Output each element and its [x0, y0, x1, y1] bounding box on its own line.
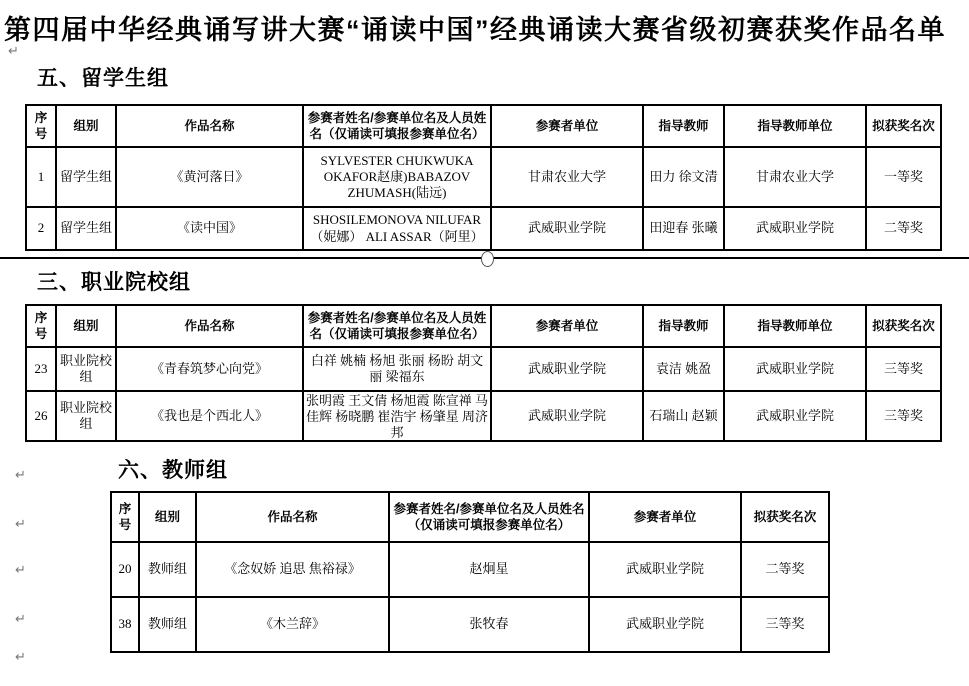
header-cell: 拟获奖名次 — [866, 105, 941, 147]
header-cell: 序号 — [111, 492, 139, 542]
table-resize-handle[interactable] — [481, 251, 494, 267]
header-cell: 拟获奖名次 — [866, 305, 941, 347]
header-cell: 作品名称 — [116, 105, 303, 147]
cell-group: 留学生组 — [56, 207, 116, 250]
paragraph-mark-icon: ↵ — [15, 517, 26, 532]
header-cell: 组别 — [56, 105, 116, 147]
cell-participants: 白祥 姚楠 杨旭 张丽 杨盼 胡文丽 梁福东 — [303, 347, 491, 391]
table-teachers — [110, 491, 830, 653]
cell-advisors: 石瑞山 赵颖 — [643, 391, 724, 441]
cell-award: 三等奖 — [741, 597, 829, 652]
header-cell: 参赛者姓名/参赛单位名及人员姓名（仅诵读可填报参赛单位名） — [389, 492, 589, 542]
cell-advisor-unit: 武威职业学院 — [724, 207, 866, 250]
header-cell: 参赛者单位 — [589, 492, 741, 542]
cell-advisors: 田迎春 张曦 — [643, 207, 724, 250]
cell-advisors: 袁洁 姚盈 — [643, 347, 724, 391]
header-cell: 参赛者姓名/参赛单位名及人员姓名（仅诵读可填报参赛单位名） — [303, 305, 491, 347]
table-row — [26, 207, 941, 250]
table-international-students — [25, 104, 942, 251]
paragraph-mark-icon: ↵ — [15, 563, 26, 578]
cell-advisor-unit: 武威职业学院 — [724, 391, 866, 441]
table-header-row — [111, 492, 829, 542]
cell-participant-unit: 武威职业学院 — [491, 391, 643, 441]
cell-participant-unit: 武威职业学院 — [491, 207, 643, 250]
paragraph-mark-icon: ↵ — [15, 612, 26, 627]
table-vocational-colleges — [25, 304, 942, 442]
table-header-row — [26, 305, 941, 347]
section-heading-vocational-colleges: 三、职业院校组 — [37, 271, 191, 294]
cell-participant-unit: 甘肃农业大学 — [491, 147, 643, 207]
cell-group: 教师组 — [139, 597, 196, 652]
paragraph-mark-icon: ↵ — [8, 44, 19, 59]
cell-award: 一等奖 — [866, 147, 941, 207]
cell-group: 教师组 — [139, 542, 196, 597]
header-cell: 参赛者单位 — [491, 105, 643, 147]
header-cell: 指导教师 — [643, 305, 724, 347]
header-cell: 作品名称 — [116, 305, 303, 347]
table-header-row — [26, 105, 941, 147]
cell-seq: 2 — [26, 207, 56, 250]
cell-participant-unit: 武威职业学院 — [589, 597, 741, 652]
table-row — [26, 147, 941, 207]
header-cell: 指导教师单位 — [724, 105, 866, 147]
cell-work-title: 《青春筑梦心向党》 — [116, 347, 303, 391]
table-row — [111, 542, 829, 597]
cell-work-title: 《念奴娇 追思 焦裕禄》 — [196, 542, 389, 597]
header-cell: 序号 — [26, 105, 56, 147]
section-heading-international-students: 五、留学生组 — [37, 67, 169, 90]
header-cell: 序号 — [26, 305, 56, 347]
header-cell: 参赛者姓名/参赛单位名及人员姓名（仅诵读可填报参赛单位名） — [303, 105, 491, 147]
cell-participants: SYLVESTER CHUKWUKA OKAFOR赵康)BABAZOV ZHUMASH(陆远) — [303, 147, 491, 207]
header-cell: 作品名称 — [196, 492, 389, 542]
cell-seq: 23 — [26, 347, 56, 391]
header-cell: 指导教师单位 — [724, 305, 866, 347]
cell-participants — [303, 391, 491, 441]
cell-work-title: 《读中国》 — [116, 207, 303, 250]
cell-seq: 38 — [111, 597, 139, 652]
cell-group: 留学生组 — [56, 147, 116, 207]
paragraph-mark-icon: ↵ — [15, 650, 26, 665]
cell-work-title: 《木兰辞》 — [196, 597, 389, 652]
table-row — [26, 391, 941, 441]
table-row — [111, 597, 829, 652]
cell-advisors: 田力 徐文清 — [643, 147, 724, 207]
header-cell: 拟获奖名次 — [741, 492, 829, 542]
header-cell: 参赛者单位 — [491, 305, 643, 347]
cell-group: 职业院校组 — [56, 347, 116, 391]
cell-award: 二等奖 — [866, 207, 941, 250]
cell-seq: 26 — [26, 391, 56, 441]
clipped-text: 张明霞 王文倩 杨旭霞 陈宣禅 马佳辉 杨晓鹏 崔浩宇 杨肇星 周济邦 — [306, 393, 488, 439]
header-cell: 组别 — [139, 492, 196, 542]
cell-award: 三等奖 — [866, 347, 941, 391]
cell-participants: SHOSILEMONOVA NILUFAR（妮娜） ALI ASSAR（阿里） — [303, 207, 491, 250]
cell-work-title: 《我也是个西北人》 — [116, 391, 303, 441]
section-heading-teachers: 六、教师组 — [118, 459, 228, 482]
cell-participant-unit: 武威职业学院 — [491, 347, 643, 391]
table-row — [26, 347, 941, 391]
header-cell: 指导教师 — [643, 105, 724, 147]
cell-participant-unit: 武威职业学院 — [589, 542, 741, 597]
cell-award: 三等奖 — [866, 391, 941, 441]
cell-work-title: 《黄河落日》 — [116, 147, 303, 207]
cell-seq: 20 — [111, 542, 139, 597]
cell-advisor-unit: 武威职业学院 — [724, 347, 866, 391]
cell-seq: 1 — [26, 147, 56, 207]
cell-participants: 赵炯星 — [389, 542, 589, 597]
cell-group: 职业院校组 — [56, 391, 116, 441]
paragraph-mark-icon: ↵ — [15, 468, 26, 483]
cell-award: 二等奖 — [741, 542, 829, 597]
cell-advisor-unit: 甘肃农业大学 — [724, 147, 866, 207]
document-title: 第四届中华经典诵写讲大赛“诵读中国”经典诵读大赛省级初赛获奖作品名单 — [4, 15, 946, 45]
header-cell: 组别 — [56, 305, 116, 347]
cell-participants: 张牧春 — [389, 597, 589, 652]
